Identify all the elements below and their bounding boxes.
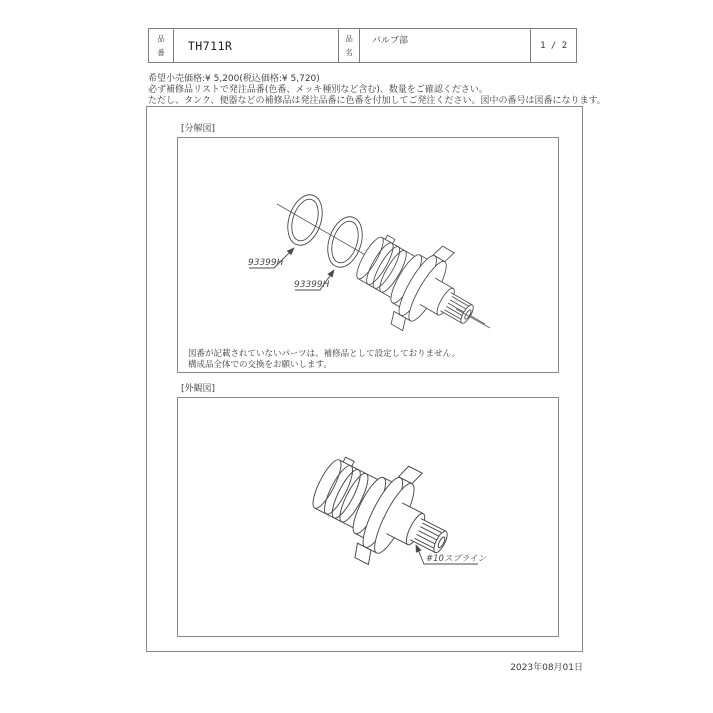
external-view-box: [177, 397, 559, 637]
part-name-label-bottom: 名: [345, 47, 353, 57]
instruction-line-1: 必ず補修品リストで発注品番(色番、メッキ種別など含む)、数量をご確認ください。: [148, 85, 488, 95]
part-name-label-top: 品: [345, 34, 353, 43]
note-line-2: 構成品全体での交換をお願いします。: [188, 360, 332, 370]
ordering-instructions: [148, 85, 606, 107]
header-table: [148, 28, 577, 63]
diagram-container: [146, 106, 583, 652]
note-line-1: 図番が記載されていないパーツは、補修品として設定しておりません。: [188, 349, 461, 359]
document-date: 2023年08月01日: [510, 663, 583, 673]
repair-parts-note: [188, 349, 460, 371]
valve-cartridge-exploded: [341, 214, 494, 356]
page-indicator: 1 / 2: [540, 40, 568, 51]
part-number-label: [149, 29, 174, 62]
part-number-label-bottom: 番: [157, 47, 165, 57]
oring-1-part-number: 93399H: [248, 258, 284, 268]
valve-cartridge-external: [296, 433, 468, 591]
exploded-view-title: [分解図]: [181, 124, 216, 134]
exploded-view-box: [177, 137, 559, 373]
part-number-label-top: 品: [157, 34, 165, 43]
oring-2-part-number: 93399H: [294, 280, 330, 290]
retail-price-line: 希望小売価格:¥ 5,200(税込価格:¥ 5,720): [148, 74, 320, 84]
part-number-value: TH711R: [174, 29, 339, 62]
instruction-line-2: ただし、タンク、便器などの補修品は発注品番に色番を付加してご発注ください。図中の番号は図番になります。: [148, 96, 606, 106]
external-view-drawing: [178, 398, 558, 636]
exploded-view-drawing: [178, 138, 558, 372]
spline-callout-label: #10スプライン: [426, 554, 487, 564]
part-name-value: バルブ部: [360, 29, 531, 62]
external-view-title: [外観図]: [181, 384, 216, 394]
part-name-label: [339, 29, 360, 62]
